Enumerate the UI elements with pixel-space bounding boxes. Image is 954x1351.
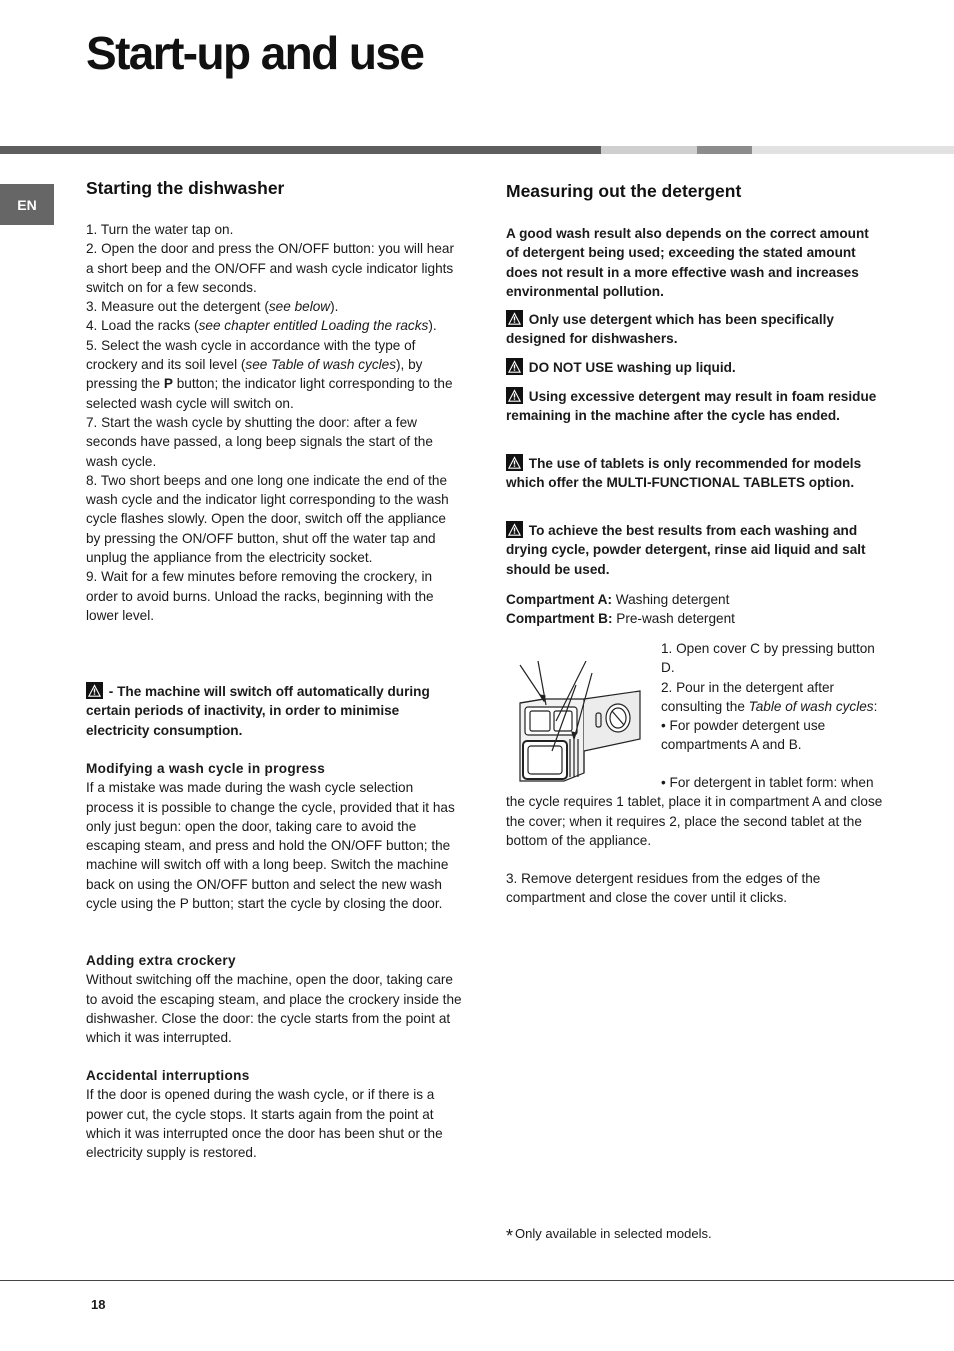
compartment-a-text: Washing detergent bbox=[615, 592, 730, 607]
modify-section bbox=[86, 759, 464, 913]
step-item bbox=[86, 220, 464, 239]
header-rule-light bbox=[601, 146, 697, 154]
section-heading-detergent: Measuring out the detergent bbox=[506, 181, 742, 201]
step-text: 3. Measure out the detergent ( bbox=[86, 299, 269, 315]
step-reference: see Table of wash cycles bbox=[245, 357, 397, 373]
warning-text: The use of tablets is only recommended for models which offer the MULTI-FUNCTIONAL TABLETS option. bbox=[506, 456, 862, 491]
page-title: Start-up and use bbox=[86, 27, 424, 79]
detergent-intro: A good wash result also depends on the correct amount of detergent being used; exceeding the stated amount does not result in a more effective wash and increases environmental pollution. bbox=[506, 226, 869, 299]
step-item bbox=[86, 413, 464, 471]
instruction-step: 3. Remove detergent residues from the edges of the compartment and close the cover until it clicks. bbox=[506, 871, 821, 906]
auto-off-warning bbox=[86, 682, 446, 740]
instruction-reference: Table of wash cycles bbox=[748, 698, 874, 714]
step-text: ). bbox=[428, 318, 437, 334]
warning-excess-detergent bbox=[506, 387, 878, 426]
warning-icon bbox=[506, 310, 523, 327]
compartment-b bbox=[506, 609, 884, 628]
step-item bbox=[86, 336, 464, 413]
instruction-bullet: • For powder detergent use compartments A and B. bbox=[661, 718, 826, 753]
step-item bbox=[86, 316, 464, 335]
header-rule-mid bbox=[697, 146, 752, 154]
instruction-step: 1. Open cover C by pressing button D. bbox=[661, 641, 875, 676]
step-reference: see below bbox=[268, 299, 331, 315]
step-item bbox=[86, 239, 464, 297]
extra-crockery-section bbox=[86, 951, 464, 1047]
subheading-interruptions: Accidental interruptions bbox=[86, 1068, 250, 1083]
detergent-dispenser-illustration bbox=[514, 655, 654, 790]
header-rule-dark bbox=[0, 146, 601, 154]
footer-rule bbox=[0, 1280, 954, 1281]
instruction-bullet-tablet bbox=[506, 773, 884, 850]
warning-text: - The machine will switch off automatically during certain periods of inactivity, in order to minimise electricity consumption. bbox=[86, 684, 430, 738]
warning-icon bbox=[506, 358, 523, 375]
compartment-a bbox=[506, 590, 884, 609]
instruction-text: • For detergent in tablet form: when the cycle requires 1 tablet, place it in compartment A and close the cover; when it requires 2, place the second tablet at the bottom of the appliance. bbox=[506, 775, 883, 848]
interruptions-section bbox=[86, 1066, 464, 1162]
p-button-label: P bbox=[163, 376, 173, 392]
step-text: ). bbox=[330, 299, 339, 315]
modify-text: If a mistake was made during the wash cycle selection process it is possible to change the cycle, provided that it has only just begun: open the door, taking care to avoid the escaping steam, and press and hold the ON/OFF button; the machine will switch off with a long beep. Switch the machine back on using the ON/OFF button and select the new wash cycle using the P button; start the cycle by closing the door. bbox=[86, 780, 455, 912]
page-number: 18 bbox=[91, 1297, 106, 1312]
extra-text: Without switching off the machine, open the door, taking care to avoid the escaping steam, and place the crockery inside the dishwasher. Close the door: the cycle starts from the point at which it was interrupted. bbox=[86, 972, 462, 1046]
warning-icon bbox=[506, 521, 523, 538]
step-text: 7. Start the wash cycle by shutting the door: after a few seconds have passed, a long beep signals the start of the wash cycle. bbox=[86, 414, 433, 469]
compartment-b-label: Compartment B: bbox=[506, 611, 613, 627]
dispenser-instructions bbox=[661, 639, 886, 755]
step-text: ), by pressing the bbox=[86, 357, 423, 392]
step-item bbox=[86, 471, 464, 567]
header-rule-pale bbox=[752, 146, 954, 154]
warning-icon bbox=[86, 682, 103, 699]
step-text: 1. Turn the water tap on. bbox=[86, 222, 234, 237]
warning-text: To achieve the best results from each washing and drying cycle, powder detergent, rinse aid liquid and salt should be used. bbox=[506, 523, 866, 577]
instruction-step bbox=[661, 678, 886, 717]
instruction-text: 2. Pour in the detergent after consulting the bbox=[661, 679, 835, 714]
warning-icon bbox=[506, 454, 523, 471]
warning-tablets bbox=[506, 454, 878, 493]
instruction-text: : bbox=[873, 698, 878, 714]
step-text: 2. Open the door and press the ON/OFF button: you will hear a short beep and the ON/OFF and wash cycle indicator lights switch on for a few seconds. bbox=[86, 241, 454, 295]
step-text: 4. Load the racks ( bbox=[86, 318, 199, 334]
compartment-b-text: Pre-wash detergent bbox=[616, 611, 735, 627]
warning-text: Using excessive detergent may result in foam residue remaining in the machine after the cycle has ended. bbox=[506, 389, 877, 424]
step-item bbox=[86, 567, 464, 625]
step-text: 9. Wait for a few minutes before removing the crockery, in order to avoid burns. Unload the racks, beginning with the lower level. bbox=[86, 569, 434, 623]
subheading-extra: Adding extra crockery bbox=[86, 953, 236, 968]
warning-text: DO NOT USE washing up liquid. bbox=[528, 360, 736, 375]
step-reference: see chapter entitled Loading the racks bbox=[198, 318, 429, 334]
warning-no-washing-up-liquid bbox=[506, 358, 878, 377]
compartment-list bbox=[506, 590, 884, 629]
step-text: 8. Two short beeps and one long one indicate the end of the wash cycle and the indicator light corresponding to the wash cycle flashes slowly. Open the door, switch off the appliance by pressing the ON/OFF button, shut off the water tap and unplug the appliance from the electricity socket. bbox=[86, 472, 449, 566]
footnote bbox=[506, 1226, 712, 1247]
step-text: button; the indicator light corresponding to the selected wash cycle will switch on. bbox=[86, 376, 453, 411]
section-heading-starting: Starting the dishwasher bbox=[86, 178, 285, 198]
step-item bbox=[86, 297, 464, 316]
warning-best-results bbox=[506, 521, 882, 579]
step-text: 5. Select the wash cycle in accordance with the type of crockery and its soil level ( bbox=[86, 337, 416, 373]
warning-text: Only use detergent which has been specifically designed for dishwashers. bbox=[506, 312, 834, 347]
footnote-mark: * bbox=[506, 1226, 514, 1246]
warning-icon bbox=[506, 387, 523, 404]
subheading-modify: Modifying a wash cycle in progress bbox=[86, 761, 326, 776]
footnote-text: Only available in selected models. bbox=[515, 1226, 712, 1241]
warning-dishwasher-detergent bbox=[506, 310, 878, 349]
compartment-a-label: Compartment A: bbox=[506, 592, 612, 607]
steps-list bbox=[86, 220, 464, 625]
language-tab: EN bbox=[0, 184, 54, 225]
interruptions-text: If the door is opened during the wash cycle, or if there is a power cut, the cycle stops. It starts again from the point at which it was interrupted once the door has been shut or the electricity supply is restored. bbox=[86, 1087, 443, 1161]
